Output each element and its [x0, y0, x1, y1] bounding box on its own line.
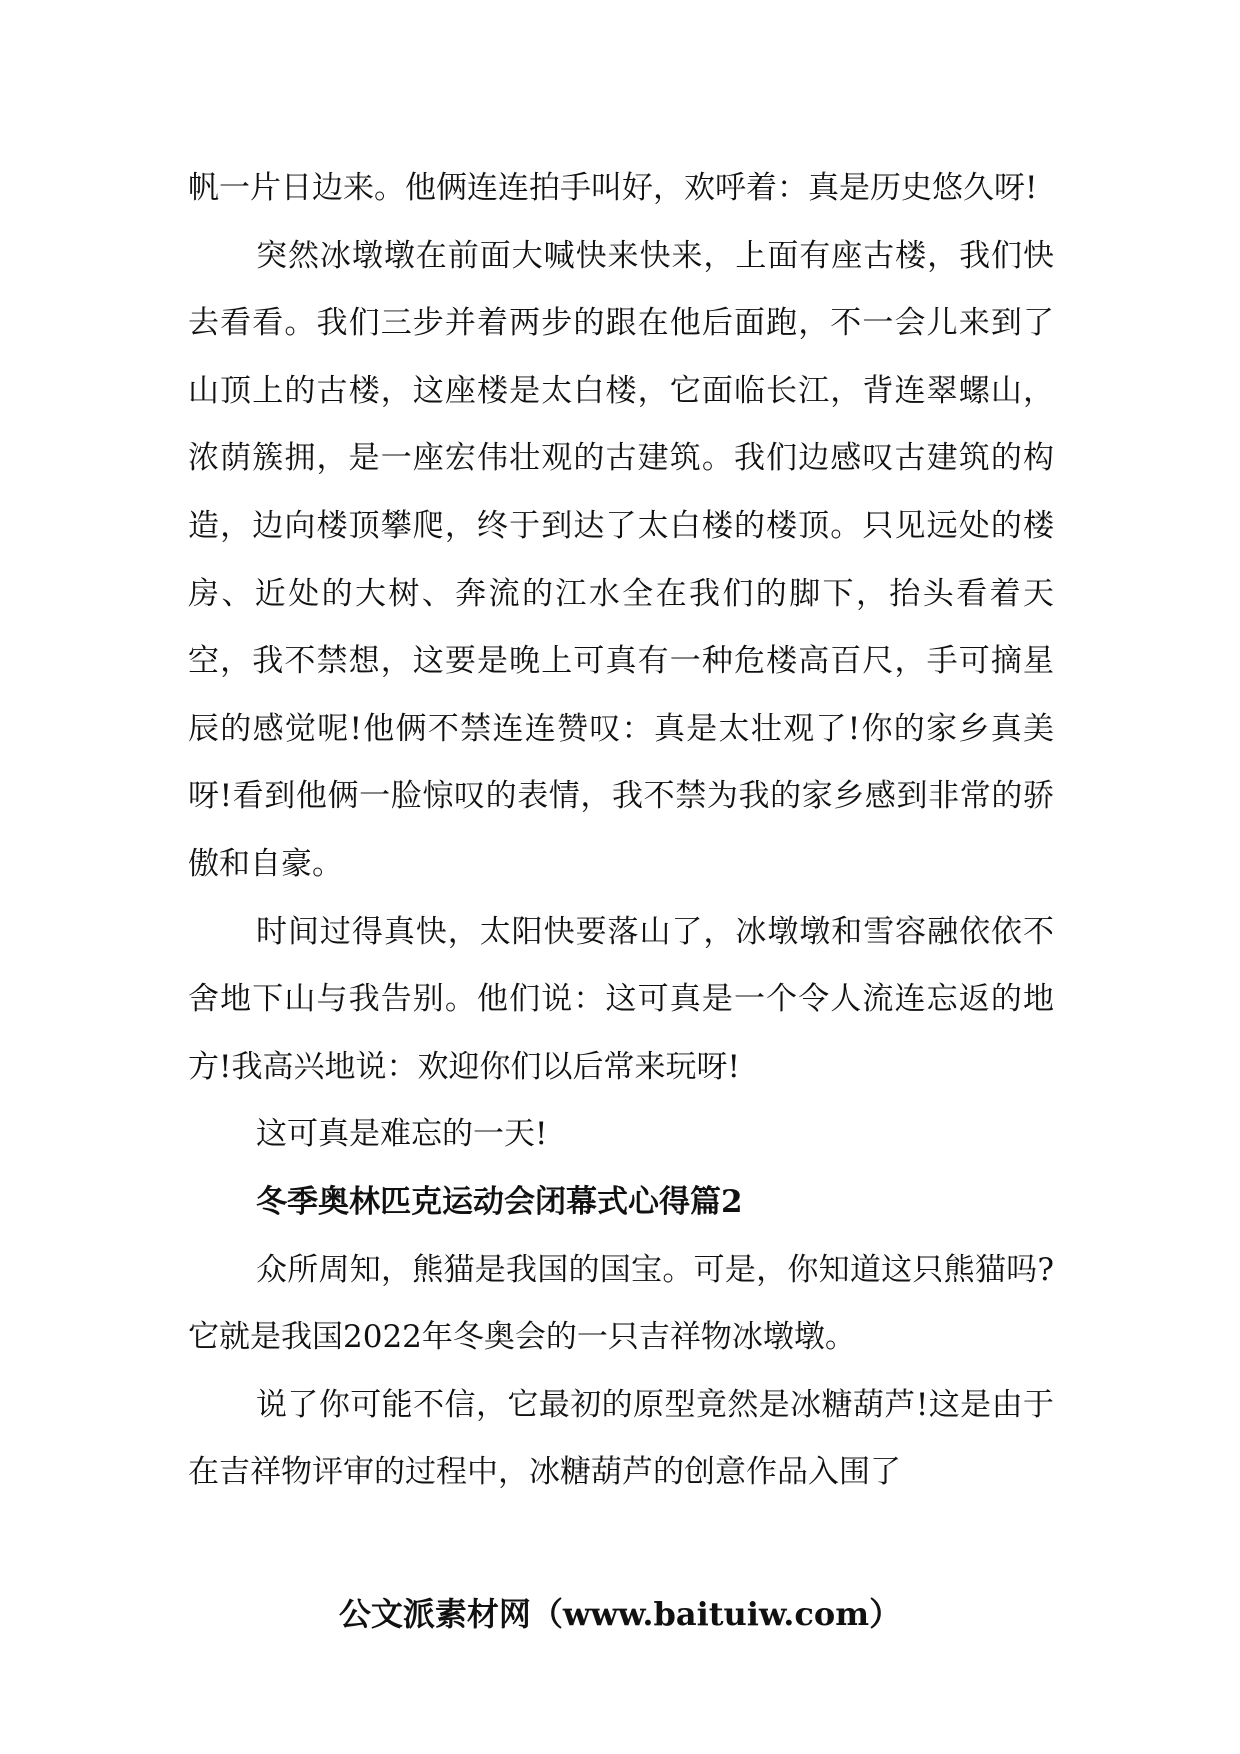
document-body: [188, 155, 1054, 1507]
section-heading: 冬季奥林匹克运动会闭幕式心得篇2: [256, 1183, 743, 1220]
paragraph-3: 时间过得真快，太阳快要落山了，冰墩墩和雪容融依依不舍地下山与我告别。他们说：这可真是一个令人流连忘返的地方!我高兴地说：欢迎你们以后常来玩呀!: [188, 913, 1054, 1085]
page-footer: 公文派素材网（www.baituiw.com）: [338, 1595, 902, 1633]
paragraph-6: 说了你可能不信，它最初的原型竟然是冰糖葫芦!这是由于在吉祥物评审的过程中，冰糖葫芦的创意作品入围了: [188, 1386, 1054, 1491]
paragraph-2: 突然冰墩墩在前面大喊快来快来，上面有座古楼，我们快去看看。我们三步并着两步的跟在他后面跑，不一会儿来到了山顶上的古楼，这座楼是太白楼，它面临长江，背连翠螺山，浓荫簇拥，是一座宏伟壮观的古建筑。我们边感叹古建筑的构造，边向楼顶攀爬，终于到达了太白楼的楼顶。只见远处的楼房、近处的大树、奔流的江水全在我们的脚下，抬头看着天空，我不禁想，这要是晚上可真有一种危楼高百尺，手可摘星辰的感觉呢!他俩不禁连连赞叹：真是太壮观了!你的家乡真美呀!看到他俩一脸惊叹的表情，我不禁为我的家乡感到非常的骄傲和自豪。: [188, 237, 1054, 882]
paragraph-4: 这可真是难忘的一天!: [256, 1116, 548, 1153]
paragraph-1: 帆一片日边来。他俩连连拍手叫好，欢呼着：真是历史悠久呀!: [188, 170, 1038, 206]
paragraph-5: 众所周知，熊猫是我国的国宝。可是，你知道这只熊猫吗?它就是我国2022年冬奥会的一只吉祥物冰墩墩。: [188, 1251, 1054, 1356]
